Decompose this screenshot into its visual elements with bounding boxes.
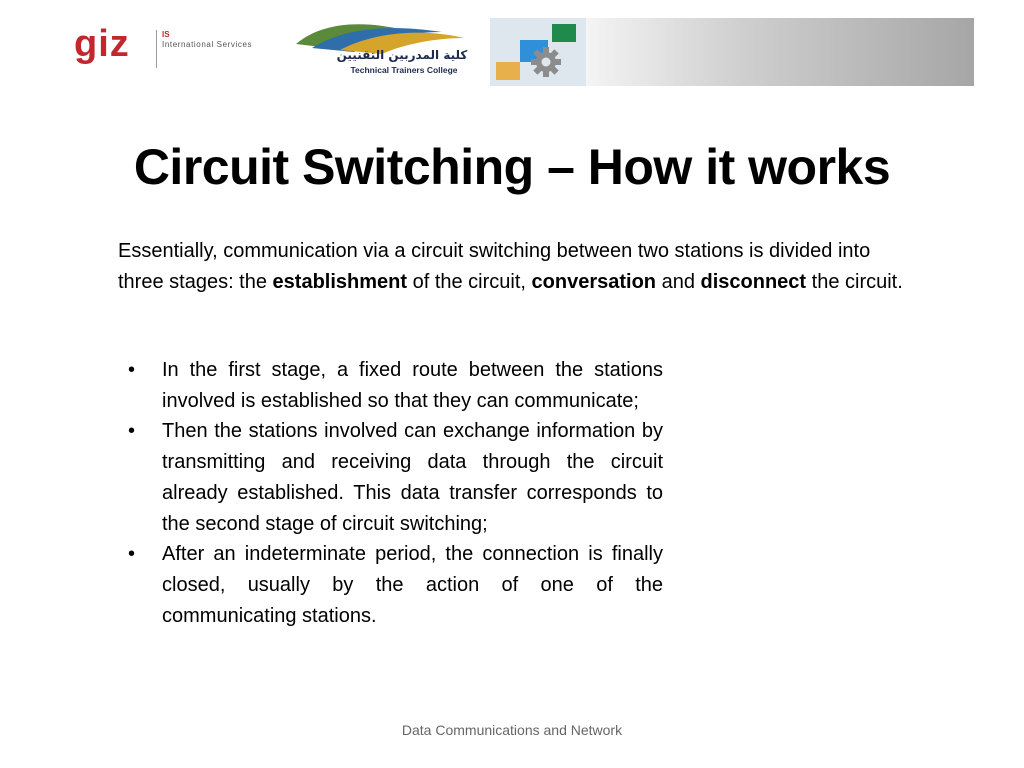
giz-subtitle: International Services: [162, 40, 253, 49]
bullet-marker: •: [128, 359, 136, 381]
intro-text-4: the circuit.: [806, 270, 903, 293]
slide-header: [0, 0, 1024, 90]
bullet-text: Then the stations involved can exchange information by transmitting and receiving data through the circuit already established. This data transfer corresponds to the second stage of circuit switching;: [162, 420, 663, 535]
logo-divider: [156, 30, 157, 68]
bullet-text: In the first stage, a fixed route between the stations involved is established so that they can communicate;: [162, 359, 663, 412]
intro-text-2: of the circuit,: [407, 270, 532, 293]
intro-paragraph: [118, 236, 918, 297]
bullet-text: After an indeterminate period, the connection is finally closed, usually by the action of one of the communicating stations.: [162, 543, 663, 627]
giz-wordmark: giz: [74, 23, 130, 65]
technical-trainers-college-logo: [292, 18, 488, 86]
college-name-english: Technical Trainers College: [350, 65, 458, 75]
college-icon-tile: [490, 18, 586, 86]
intro-bold-establishment: establishment: [272, 270, 408, 293]
bullet-marker: •: [128, 543, 136, 566]
slide-title: Circuit Switching – How it works: [133, 139, 891, 195]
bullet-item: [128, 539, 663, 631]
intro-text-3: and: [656, 270, 701, 293]
bullet-item: [128, 416, 663, 539]
intro-bold-disconnect: disconnect: [700, 270, 807, 293]
bullet-marker: •: [128, 420, 136, 443]
college-name-arabic: كلية المدربين التقنيين: [336, 48, 468, 62]
slide-footer: Data Communications and Network: [401, 722, 623, 738]
bullet-item: [128, 355, 663, 416]
gear-blocks-icon: [490, 18, 586, 86]
stages-bullet-list: [128, 355, 663, 631]
header-gray-band: [586, 18, 974, 86]
giz-tag: IS: [162, 30, 170, 39]
intro-bold-conversation: conversation: [531, 270, 657, 293]
intro-text-1: Essentially, communication via a circuit switching between two stations is divided into three stages: the: [118, 240, 871, 293]
